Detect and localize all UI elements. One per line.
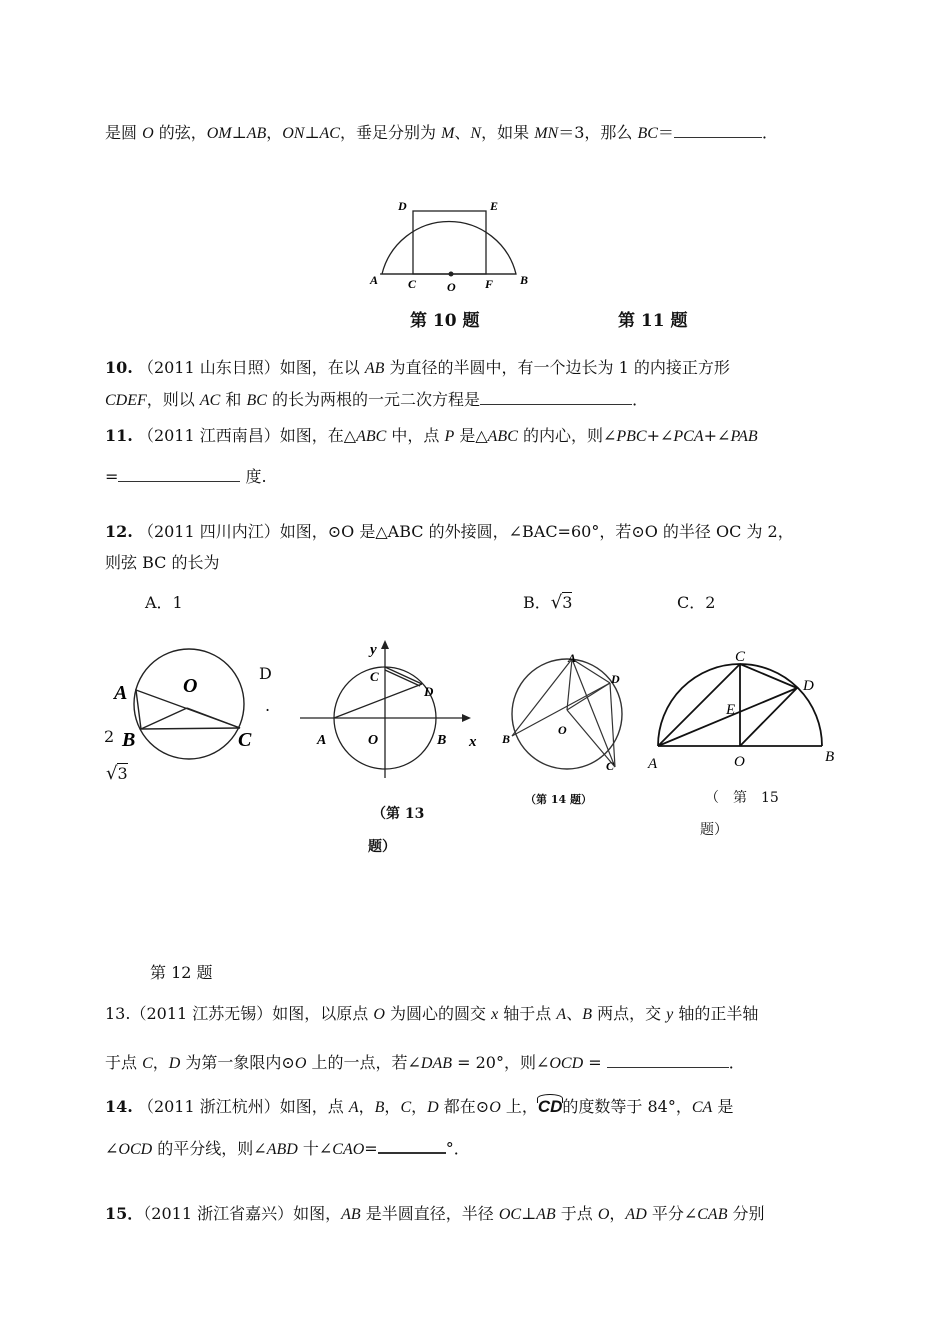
label-y: y (370, 642, 377, 658)
label-o: O (368, 733, 379, 748)
var: CAB (697, 1206, 728, 1223)
text: = (583, 1053, 607, 1072)
text: 是半圆直径，半径 (360, 1204, 499, 1223)
segment-ob (141, 708, 187, 729)
text: 为圆心的圆交 (384, 1004, 492, 1023)
question-number: 15． (105, 1204, 144, 1223)
var: ABC (356, 428, 387, 445)
q13-line-1 (105, 1003, 758, 1026)
text: （2011 浙江杭州）如图，点 (137, 1097, 349, 1116)
var: CDEF (105, 392, 147, 409)
answer-blank[interactable] (674, 123, 762, 138)
figure-11-caption: 第 11 题 (618, 311, 688, 331)
text: B． (523, 593, 551, 612)
label-o: O (734, 754, 745, 770)
text: 的内心，则∠ (517, 426, 617, 445)
label-b: B (502, 732, 511, 746)
text: ，垂足分别为 (339, 123, 442, 142)
sqrt-symbol: √ (550, 592, 563, 613)
q13-line-2 (105, 1052, 745, 1075)
label-a: A (370, 273, 379, 287)
text: 度. (240, 467, 267, 486)
var: AC (199, 392, 221, 409)
text: 于点 (105, 1053, 143, 1072)
q12-line-2 (105, 552, 219, 574)
var: AD (625, 1206, 647, 1223)
text: ， (384, 1097, 401, 1116)
segment-cd-inner (385, 670, 420, 686)
var: PAB (730, 428, 758, 445)
var: OC (498, 1206, 522, 1223)
var: B (582, 1006, 592, 1023)
answer-blank[interactable] (118, 467, 240, 482)
text: 为第一象限内⊙ (180, 1053, 295, 1072)
label-e: E (726, 702, 736, 718)
q11-line-2 (105, 466, 267, 488)
segment-ao (567, 659, 572, 710)
label-a: A (568, 651, 577, 665)
var: D (427, 1099, 439, 1116)
q14-line-1 (105, 1096, 733, 1119)
var: PBC (616, 428, 647, 445)
text: ． (728, 1053, 745, 1072)
answer-blank[interactable] (480, 390, 632, 405)
figure-15 (645, 646, 845, 776)
label-b: B (520, 273, 529, 287)
label-o: O (447, 280, 456, 294)
segment-cd (740, 664, 797, 688)
semicircle (382, 221, 516, 274)
text: 轴的正半轴 (673, 1004, 759, 1023)
text: 十∠ (297, 1139, 333, 1158)
text: = (364, 1139, 378, 1158)
figure-12-caption: 第 12 题 (150, 963, 213, 982)
text: ∠ (105, 1139, 119, 1158)
label-a: A (114, 682, 128, 704)
text: ， (411, 1097, 428, 1116)
var: ON (282, 125, 305, 142)
var: P (444, 428, 455, 445)
text: （2011 山东日照）如图，在以 (137, 358, 365, 377)
var: O (142, 125, 154, 142)
var: C (400, 1099, 412, 1116)
text: 是 (712, 1097, 734, 1116)
label-e: E (490, 199, 499, 213)
label-o: O (183, 675, 198, 697)
q12-option-d[interactable]: D (259, 664, 272, 683)
segment-od (740, 688, 797, 746)
text: （2011 浙江省嘉兴）如图， (143, 1204, 342, 1223)
text: ＝3，那么 (558, 123, 638, 142)
var: OCD (549, 1055, 584, 1072)
var: O (489, 1099, 501, 1116)
q12-line-1 (105, 521, 794, 543)
var: AB (341, 1206, 361, 1223)
label-d: D (398, 199, 407, 213)
var: A (348, 1099, 359, 1116)
var: D (168, 1055, 181, 1072)
text: （2011 江西南昌）如图，在△ (137, 426, 357, 445)
var: AB (246, 125, 267, 142)
var: MN (534, 125, 559, 142)
var: AB (364, 360, 385, 377)
var: AC (319, 125, 340, 142)
q12-option-b[interactable] (523, 592, 572, 614)
label-c: C (606, 759, 615, 773)
figure-14 (500, 650, 640, 800)
fragment-sqrt3 (106, 763, 128, 785)
var: x (491, 1006, 499, 1023)
text: 上的一点，若∠ (306, 1053, 421, 1072)
var: BC (246, 392, 267, 409)
label-o: O (558, 723, 567, 737)
answer-blank[interactable] (378, 1138, 446, 1154)
dot: . (265, 696, 271, 715)
text: 两点，交 (591, 1004, 667, 1023)
arc-label: CD (537, 1097, 563, 1116)
q15-line-1 (105, 1203, 765, 1226)
perp-symbol: ⊥ (304, 123, 320, 142)
figure-10-caption: 第 10 题 (410, 311, 480, 331)
label-x: x (469, 734, 477, 750)
label-c: C (370, 669, 379, 684)
var: O (294, 1055, 307, 1072)
label-b: B (825, 749, 835, 765)
var: M (441, 125, 455, 142)
text: 中，点 (386, 426, 445, 445)
text: ， (358, 1097, 375, 1116)
fragment-two: 2 (104, 727, 115, 746)
arc-cd (538, 1097, 563, 1116)
segment-cd (385, 667, 422, 684)
question-number: 11. (105, 426, 133, 445)
var: CAO (332, 1141, 365, 1158)
label-a: A (648, 756, 658, 772)
answer-blank[interactable] (607, 1053, 729, 1068)
segment-ac (572, 659, 615, 767)
q10-line-2 (105, 389, 648, 412)
segment-ad (334, 684, 422, 718)
text: 、 (454, 123, 471, 142)
perp-symbol: ⊥ (231, 123, 247, 142)
figure-14-caption: （第 14 题） (525, 793, 592, 806)
var: BC (637, 125, 658, 142)
figure-13-caption-1: （第 13 (372, 806, 425, 822)
question-number: 10. (105, 358, 133, 377)
label-d: D (424, 684, 434, 699)
text: 是圆 (105, 123, 143, 142)
text: = 20°，则∠ (452, 1053, 550, 1072)
segment-oc (187, 708, 240, 728)
label-d: D (803, 678, 814, 694)
figure-10 (370, 196, 530, 296)
text: 则弦 BC 的长为 (105, 553, 220, 572)
arc-symbol (537, 1094, 564, 1103)
text: 的弦， (153, 123, 207, 142)
segment-od (567, 683, 610, 710)
square-cdef (413, 211, 486, 274)
x-arrow (462, 714, 471, 722)
var: PCA (673, 428, 704, 445)
text: ， (609, 1204, 626, 1223)
text: ，则以 (146, 390, 200, 409)
question-number: 12. (105, 522, 133, 541)
radicand: 3 (117, 764, 128, 783)
center-point (449, 272, 454, 277)
text: 和 (220, 390, 247, 409)
sqrt-symbol: √ (106, 763, 118, 784)
label-b: B (122, 729, 136, 751)
q11-line-1 (105, 425, 758, 448)
text: ，如果 (481, 123, 535, 142)
var: C (142, 1055, 153, 1072)
q12-option-c[interactable]: C．2 (677, 593, 716, 612)
figure-15-caption-1: （ 第 15 (705, 790, 779, 806)
text: = (105, 467, 119, 486)
segment-dc (610, 683, 615, 767)
y-arrow (381, 640, 389, 649)
figure-15-caption-2: 题） (700, 822, 728, 838)
text: ， (152, 1053, 169, 1072)
text: 轴于点 (498, 1004, 557, 1023)
text: （2011 江苏无锡）如图，以原点 (130, 1004, 374, 1023)
text: ． (761, 123, 778, 142)
text: ＝ (657, 123, 674, 142)
figure-13 (296, 638, 496, 778)
var: CA (691, 1099, 713, 1116)
var: B (374, 1099, 385, 1116)
label-a: A (317, 733, 327, 748)
question-number: 13. (105, 1004, 131, 1023)
var: O (597, 1206, 610, 1223)
figure-13-caption-2: 题） (368, 839, 396, 855)
label-c: C (238, 729, 252, 751)
text: 上， (500, 1097, 538, 1116)
var: y (666, 1006, 674, 1023)
var: DAB (420, 1055, 453, 1072)
text: 、 (566, 1004, 583, 1023)
segment-ad (572, 659, 610, 683)
radicand: 3 (562, 593, 573, 612)
question-number: 14. (105, 1097, 133, 1116)
text: 为直径的半圆中，有一个边长为 1 的内接正方形 (384, 358, 730, 377)
text: 于点 (555, 1204, 598, 1223)
text: 的平分线，则∠ (152, 1139, 267, 1158)
text: 分别 (727, 1204, 765, 1223)
label-f: F (485, 277, 494, 291)
perp-symbol: ⊥ (521, 1204, 537, 1223)
text: ， (266, 123, 283, 142)
var: OM (206, 125, 232, 142)
text: +∠ (646, 426, 674, 445)
q9-tail-line (105, 122, 778, 145)
var: N (470, 125, 482, 142)
label-b: B (437, 733, 447, 748)
q14-line-2 (105, 1138, 470, 1161)
q12-option-a[interactable]: A．1 (145, 593, 183, 612)
var: ABC (487, 428, 518, 445)
circle (134, 649, 244, 759)
label-c: C (735, 649, 746, 665)
text: 的长为两根的一元二次方程是 (266, 390, 481, 409)
var: AB (536, 1206, 556, 1223)
label-d: D (611, 672, 620, 686)
text: （2011 四川内江）如图，⊙O 是△ABC 的外接圆，∠BAC=60°，若⊙O 的半径 OC 为 2， (137, 522, 794, 541)
text: 都在⊙ (438, 1097, 490, 1116)
text: +∠ (703, 426, 731, 445)
var: A (556, 1006, 567, 1023)
var: ABD (266, 1141, 298, 1158)
text: °． (445, 1139, 470, 1158)
var: OCD (118, 1141, 153, 1158)
q10-line-1 (105, 357, 730, 380)
text: 是△ (454, 426, 488, 445)
text: 的度数等于 84°， (562, 1097, 692, 1116)
text: ． (632, 390, 649, 409)
text: 平分∠ (646, 1204, 698, 1223)
var: O (373, 1006, 385, 1023)
label-c: C (408, 277, 417, 291)
